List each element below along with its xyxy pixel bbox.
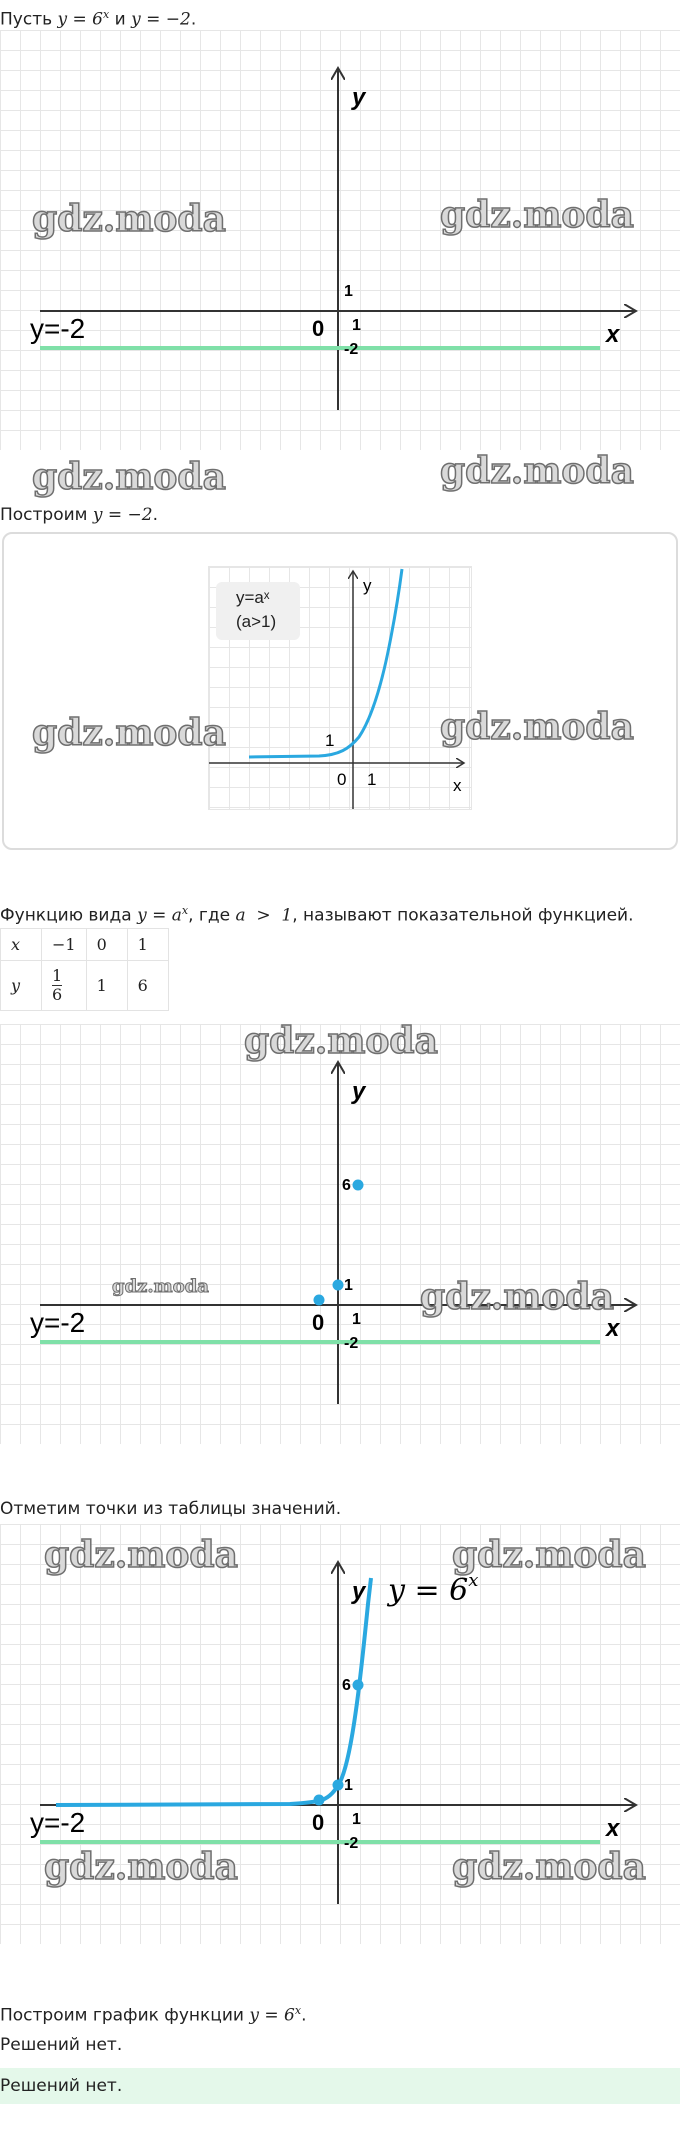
y-tick-minus-2: -2 bbox=[344, 341, 359, 358]
y-tick-6: 6 bbox=[342, 1177, 351, 1194]
watermark: gdz.moda bbox=[420, 1276, 614, 1318]
watermark: gdz.moda bbox=[32, 198, 226, 240]
point-x-1 bbox=[353, 1680, 364, 1691]
origin-label: 0 bbox=[312, 316, 325, 341]
table-cell: 1 bbox=[127, 929, 168, 961]
point-x-1 bbox=[353, 1180, 364, 1191]
sample-zero-label: 0 bbox=[337, 770, 347, 789]
x-axis-label: x bbox=[606, 1315, 620, 1342]
table-cell: x bbox=[1, 929, 42, 961]
watermark: gdz.moda bbox=[440, 450, 634, 492]
x-tick-1: 1 bbox=[352, 317, 361, 334]
y-tick-minus-2: -2 bbox=[344, 1335, 359, 1352]
watermark: gdz.moda bbox=[244, 1020, 438, 1062]
sample-y-tick-1: 1 bbox=[325, 731, 335, 750]
line-label: y=-2 bbox=[30, 1307, 86, 1338]
graph-points-svg bbox=[0, 1024, 680, 1444]
sample-x-tick-1: 1 bbox=[367, 770, 377, 789]
step3-text: Построим график функции $y = 6^x$. bbox=[0, 2004, 307, 2026]
step2-text: Отметим точки из таблицы значений. bbox=[0, 1499, 342, 1519]
watermark: gdz.moda bbox=[32, 456, 226, 498]
origin-label: 0 bbox=[312, 1810, 325, 1835]
y-tick-6: 6 bbox=[342, 1677, 351, 1694]
y-tick-1: 1 bbox=[344, 1277, 353, 1294]
x-axis-label: x bbox=[606, 1815, 620, 1842]
watermark: gdz.moda bbox=[44, 1846, 238, 1888]
table-row bbox=[1, 961, 169, 1011]
x-tick-1: 1 bbox=[352, 1811, 361, 1828]
point-x-minus-1 bbox=[314, 1295, 325, 1306]
table-row bbox=[1, 929, 169, 961]
result-text: Решений нет. bbox=[0, 2035, 123, 2055]
values-table bbox=[0, 928, 169, 1011]
table-cell: y bbox=[1, 961, 42, 1011]
watermark: gdz.moda bbox=[452, 1534, 646, 1576]
table-cell: 6 bbox=[127, 961, 168, 1011]
watermark: gdz.moda bbox=[112, 1276, 209, 1297]
y-axis-label: y bbox=[352, 84, 366, 111]
y-axis-label: y bbox=[352, 1578, 366, 1605]
y-axis-label: y bbox=[352, 1078, 366, 1105]
point-x-minus-1 bbox=[314, 1795, 325, 1806]
answer-box: Решений нет. bbox=[0, 2068, 680, 2104]
watermark: gdz.moda bbox=[32, 712, 226, 754]
y-tick-1: 1 bbox=[344, 283, 353, 300]
step1-text: Построим y = −2. bbox=[0, 505, 159, 525]
fraction: $\frac{1}{6}$ bbox=[52, 966, 63, 1004]
table-cell: 0 bbox=[86, 929, 127, 961]
point-x-0 bbox=[333, 1280, 344, 1291]
y-tick-1: 1 bbox=[344, 1777, 353, 1794]
table-cell bbox=[42, 961, 87, 1011]
line-label: y=-2 bbox=[30, 313, 86, 344]
line-label: y=-2 bbox=[30, 1807, 86, 1838]
definition-text: Функцию вида $y = a^x$, где a > 1, называют показательной функцией. bbox=[0, 904, 634, 926]
watermark: gdz.moda bbox=[440, 706, 634, 748]
curve-label: $y = 6^x$ bbox=[388, 1570, 479, 1608]
x-tick-1: 1 bbox=[352, 1311, 361, 1328]
watermark: gdz.moda bbox=[440, 194, 634, 236]
watermark: gdz.moda bbox=[44, 1534, 238, 1576]
sample-y-label: y bbox=[363, 576, 372, 595]
graph-points bbox=[0, 1024, 680, 1444]
sample-x-label: x bbox=[453, 776, 462, 795]
graph-line-only-svg bbox=[0, 30, 680, 450]
graph-line-only bbox=[0, 30, 680, 450]
intro-text: Пусть $y = 6^x$ и y = −2. bbox=[0, 8, 197, 30]
watermark: gdz.moda bbox=[452, 1846, 646, 1888]
point-x-0 bbox=[333, 1780, 344, 1791]
exponential-curve bbox=[56, 1578, 371, 1805]
x-axis-label: x bbox=[606, 321, 620, 348]
y-tick-minus-2: -2 bbox=[344, 1835, 359, 1852]
origin-label: 0 bbox=[312, 1310, 325, 1335]
table-cell: 1 bbox=[86, 961, 127, 1011]
table-cell: −1 bbox=[42, 929, 87, 961]
sample-legend: y=aˣ (a>1) bbox=[216, 582, 300, 640]
